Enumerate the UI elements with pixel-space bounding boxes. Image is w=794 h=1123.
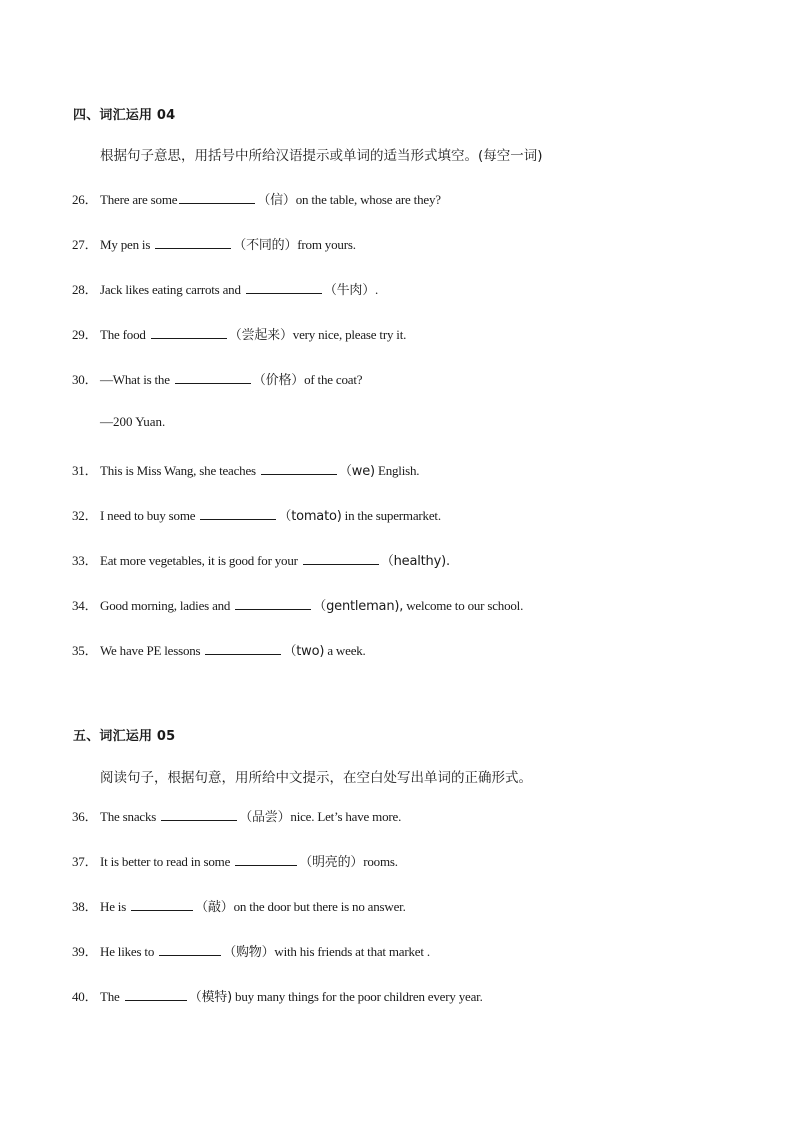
answer-blank-40[interactable] bbox=[125, 988, 187, 1001]
answer-blank-30[interactable] bbox=[175, 371, 251, 384]
answer-blank-28[interactable] bbox=[246, 281, 322, 294]
answer-blank-27[interactable] bbox=[155, 236, 231, 249]
answer-blank-32[interactable] bbox=[200, 507, 276, 520]
question-36: 36． The snacks （品尝） nice. Let’s have more. bbox=[72, 809, 402, 825]
answer-blank-38[interactable] bbox=[131, 898, 193, 911]
section-4-title: 四、词汇运用 04 bbox=[73, 108, 176, 123]
section-4-instruction: 根据句子意思，用括号中所给汉语提示或单词的适当形式填空。(每空一词) bbox=[100, 148, 543, 164]
section-5-title: 五、词汇运用 05 bbox=[73, 729, 176, 744]
question-33: 33． Eat more vegetables, it is good for your （healthy). bbox=[72, 553, 450, 569]
answer-blank-39[interactable] bbox=[159, 943, 221, 956]
question-35: 35． We have PE lessons （two) a week. bbox=[72, 643, 366, 659]
answer-blank-34[interactable] bbox=[235, 597, 311, 610]
answer-blank-33[interactable] bbox=[303, 552, 379, 565]
answer-blank-29[interactable] bbox=[151, 326, 227, 339]
question-34: 34． Good morning, ladies and （gentleman), welcome to our school. bbox=[72, 598, 524, 614]
answer-blank-37[interactable] bbox=[235, 853, 297, 866]
answer-blank-31[interactable] bbox=[261, 462, 337, 475]
question-32: 32． I need to buy some （tomato) in the supermarket. bbox=[72, 508, 441, 524]
question-37: 37． It is better to read in some （明亮的） rooms. bbox=[72, 854, 398, 870]
question-27: 27． My pen is （不同的） from yours. bbox=[72, 237, 356, 253]
answer-blank-35[interactable] bbox=[205, 642, 281, 655]
question-39: 39． He likes to （购物） with his friends at that market . bbox=[72, 944, 430, 960]
question-38: 38． He is （敲） on the door but there is no answer. bbox=[72, 899, 406, 915]
question-40: 40． The （模特) buy many things for the poor children every year. bbox=[72, 989, 483, 1005]
question-29: 29． The food （尝起来） very nice, please try it. bbox=[72, 327, 407, 343]
question-30: 30． —What is the （价格） of the coat? bbox=[72, 372, 363, 388]
answer-blank-26[interactable] bbox=[179, 191, 255, 204]
question-28: 28． Jack likes eating carrots and （牛肉） . bbox=[72, 282, 379, 298]
question-26: 26． There are some （信） on the table, whose are they? bbox=[72, 192, 441, 208]
dialogue-answer-30: —200 Yuan. bbox=[100, 414, 166, 429]
section-5-instruction: 阅读句子，根据句意，用所给中文提示，在空白处写出单词的正确形式。 bbox=[100, 770, 532, 786]
answer-blank-36[interactable] bbox=[161, 808, 237, 821]
question-31: 31． This is Miss Wang, she teaches （we) English. bbox=[72, 463, 420, 479]
